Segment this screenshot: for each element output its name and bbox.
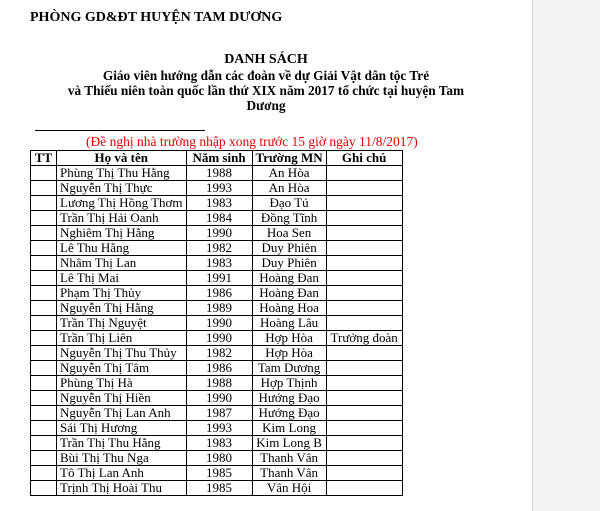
cell-year: 1983 xyxy=(186,196,252,211)
header-year: Năm sinh xyxy=(186,151,252,166)
cell-name: Trịnh Thị Hoài Thu xyxy=(57,481,187,496)
cell-name: Sái Thị Hương xyxy=(57,421,187,436)
cell-tt xyxy=(31,166,57,181)
cell-name: Phùng Thị Thu Hằng xyxy=(57,166,187,181)
cell-note xyxy=(326,376,402,391)
cell-year: 1990 xyxy=(186,331,252,346)
cell-tt xyxy=(31,481,57,496)
cell-year: 1985 xyxy=(186,466,252,481)
cell-name: Nguyễn Thị Lan Anh xyxy=(57,406,187,421)
cell-tt xyxy=(31,406,57,421)
cell-school: Thanh Vân xyxy=(252,451,326,466)
cell-school: Hướng Đạo xyxy=(252,406,326,421)
cell-tt xyxy=(31,376,57,391)
cell-tt xyxy=(31,316,57,331)
table-row xyxy=(31,271,403,286)
cell-school: Hoàng Đan xyxy=(252,286,326,301)
cell-tt xyxy=(31,436,57,451)
table-row xyxy=(31,316,403,331)
cell-tt xyxy=(31,271,57,286)
cell-school: Vân Hội xyxy=(252,481,326,496)
table-row xyxy=(31,331,403,346)
cell-year: 1983 xyxy=(186,436,252,451)
cell-tt xyxy=(31,196,57,211)
cell-school: Duy Phiên xyxy=(252,241,326,256)
cell-name: Tô Thị Lan Anh xyxy=(57,466,187,481)
table-row xyxy=(31,436,403,451)
cell-tt xyxy=(31,286,57,301)
cell-name: Lê Thị Mai xyxy=(57,271,187,286)
cell-note xyxy=(326,166,402,181)
cell-school: Duy Phiên xyxy=(252,256,326,271)
cell-name: Trần Thị Thu Hằng xyxy=(57,436,187,451)
cell-note xyxy=(326,301,402,316)
table-row xyxy=(31,481,403,496)
cell-name: Trần Thị Nguyệt xyxy=(57,316,187,331)
table-row xyxy=(31,226,403,241)
table-row xyxy=(31,361,403,376)
cell-note xyxy=(326,196,402,211)
cell-year: 1987 xyxy=(186,406,252,421)
cell-year: 1982 xyxy=(186,241,252,256)
cell-name: Nghiêm Thị Hằng xyxy=(57,226,187,241)
cell-year: 1990 xyxy=(186,391,252,406)
cell-name: Trần Thị Hải Oanh xyxy=(57,211,187,226)
cell-note xyxy=(326,481,402,496)
cell-note xyxy=(326,406,402,421)
cell-name: Phạm Thị Thủy xyxy=(57,286,187,301)
cell-school: Kim Long B xyxy=(252,436,326,451)
cell-tt xyxy=(31,421,57,436)
cell-year: 1984 xyxy=(186,211,252,226)
header-tt: TT xyxy=(31,151,57,166)
table-row xyxy=(31,196,403,211)
table-row xyxy=(31,181,403,196)
table-row xyxy=(31,241,403,256)
cell-name: Nguyễn Thị Hiền xyxy=(57,391,187,406)
table-header-row xyxy=(31,151,403,166)
cell-name: Nguyễn Thị Tâm xyxy=(57,361,187,376)
cell-school: Hướng Đạo xyxy=(252,391,326,406)
cell-school: An Hòa xyxy=(252,166,326,181)
cell-note xyxy=(326,181,402,196)
cell-year: 1989 xyxy=(186,301,252,316)
cell-note xyxy=(326,316,402,331)
cell-tt xyxy=(31,466,57,481)
cell-year: 1983 xyxy=(186,256,252,271)
cell-year: 1985 xyxy=(186,481,252,496)
table-row xyxy=(31,421,403,436)
cell-school: Hoa Sen xyxy=(252,226,326,241)
cell-note xyxy=(326,361,402,376)
cell-tt xyxy=(31,346,57,361)
table-row xyxy=(31,211,403,226)
table-row xyxy=(31,166,403,181)
cell-tt xyxy=(31,256,57,271)
cell-school: Thanh Vân xyxy=(252,466,326,481)
cell-note xyxy=(326,466,402,481)
cell-year: 1993 xyxy=(186,421,252,436)
cell-school: Tam Dương xyxy=(252,361,326,376)
cell-school: Hợp Hòa xyxy=(252,331,326,346)
cell-year: 1990 xyxy=(186,316,252,331)
cell-tt xyxy=(31,181,57,196)
table-row xyxy=(31,301,403,316)
department-header: PHÒNG GD&ĐT HUYỆN TAM DƯƠNG xyxy=(30,10,283,25)
cell-note xyxy=(326,436,402,451)
cell-school: Kim Long xyxy=(252,421,326,436)
cell-year: 1990 xyxy=(186,226,252,241)
cell-year: 1982 xyxy=(186,346,252,361)
teacher-table xyxy=(30,150,403,496)
cell-year: 1988 xyxy=(186,166,252,181)
cell-note xyxy=(326,211,402,226)
cell-school: Hoàng Hoa xyxy=(252,301,326,316)
cell-note xyxy=(326,286,402,301)
cell-name: Lương Thị Hồng Thơm xyxy=(57,196,187,211)
table-row xyxy=(31,451,403,466)
cell-note xyxy=(326,271,402,286)
cell-tt xyxy=(31,361,57,376)
header-school: Trường MN xyxy=(252,151,326,166)
deadline-note: (Đề nghị nhà trường nhập xong trước 15 giờ ngày 11/8/2017) xyxy=(86,134,418,149)
doc-subtitle-line-1: Giáo viên hướng dẫn các đoàn về dự Giải Vật dân tộc Trẻ xyxy=(102,68,430,83)
cell-name: Nguyễn Thị Thu Thủy xyxy=(57,346,187,361)
table-row xyxy=(31,376,403,391)
cell-year: 1986 xyxy=(186,286,252,301)
cell-school: Hợp Hòa xyxy=(252,346,326,361)
table-row xyxy=(31,256,403,271)
cell-name: Bùi Thị Thu Nga xyxy=(57,451,187,466)
cell-note: Trưởng đoàn xyxy=(326,331,402,346)
header-note: Ghi chú xyxy=(326,151,402,166)
table-row xyxy=(31,286,403,301)
cell-name: Phùng Thị Hà xyxy=(57,376,187,391)
cell-note xyxy=(326,451,402,466)
cell-year: 1980 xyxy=(186,451,252,466)
cell-name: Nhâm Thị Lan xyxy=(57,256,187,271)
table-row xyxy=(31,406,403,421)
cell-school: An Hòa xyxy=(252,181,326,196)
table-row xyxy=(31,466,403,481)
cell-name: Nguyễn Thị Thực xyxy=(57,181,187,196)
cell-name: Nguyễn Thị Hằng xyxy=(57,301,187,316)
doc-subtitle-line-2: và Thiếu niên toàn quốc lần thứ XIX năm 2017 tổ chức tại huyện Tam xyxy=(67,83,465,98)
cell-note xyxy=(326,346,402,361)
cell-tt xyxy=(31,301,57,316)
app-side-panel xyxy=(532,0,600,511)
cell-year: 1988 xyxy=(186,376,252,391)
cell-note xyxy=(326,226,402,241)
cell-tt xyxy=(31,241,57,256)
table-body xyxy=(31,166,403,496)
cell-tt xyxy=(31,331,57,346)
cell-tt xyxy=(31,226,57,241)
cell-name: Trần Thị Liên xyxy=(57,331,187,346)
cell-year: 1986 xyxy=(186,361,252,376)
cell-note xyxy=(326,391,402,406)
cell-note xyxy=(326,421,402,436)
doc-subtitle-line-3: Dương xyxy=(246,98,286,113)
cell-tt xyxy=(31,211,57,226)
cell-name: Lê Thu Hằng xyxy=(57,241,187,256)
horizontal-rule xyxy=(35,130,205,131)
header-name: Họ và tên xyxy=(57,151,187,166)
cell-year: 1991 xyxy=(186,271,252,286)
cell-school: Hoàng Lâu xyxy=(252,316,326,331)
cell-tt xyxy=(31,391,57,406)
cell-tt xyxy=(31,451,57,466)
cell-school: Đạo Tú xyxy=(252,196,326,211)
doc-title: DANH SÁCH xyxy=(224,52,308,67)
table-row xyxy=(31,346,403,361)
table-row xyxy=(31,391,403,406)
cell-school: Đồng Tĩnh xyxy=(252,211,326,226)
cell-school: Hoàng Đan xyxy=(252,271,326,286)
cell-note xyxy=(326,256,402,271)
cell-note xyxy=(326,241,402,256)
cell-year: 1993 xyxy=(186,181,252,196)
cell-school: Hợp Thịnh xyxy=(252,376,326,391)
